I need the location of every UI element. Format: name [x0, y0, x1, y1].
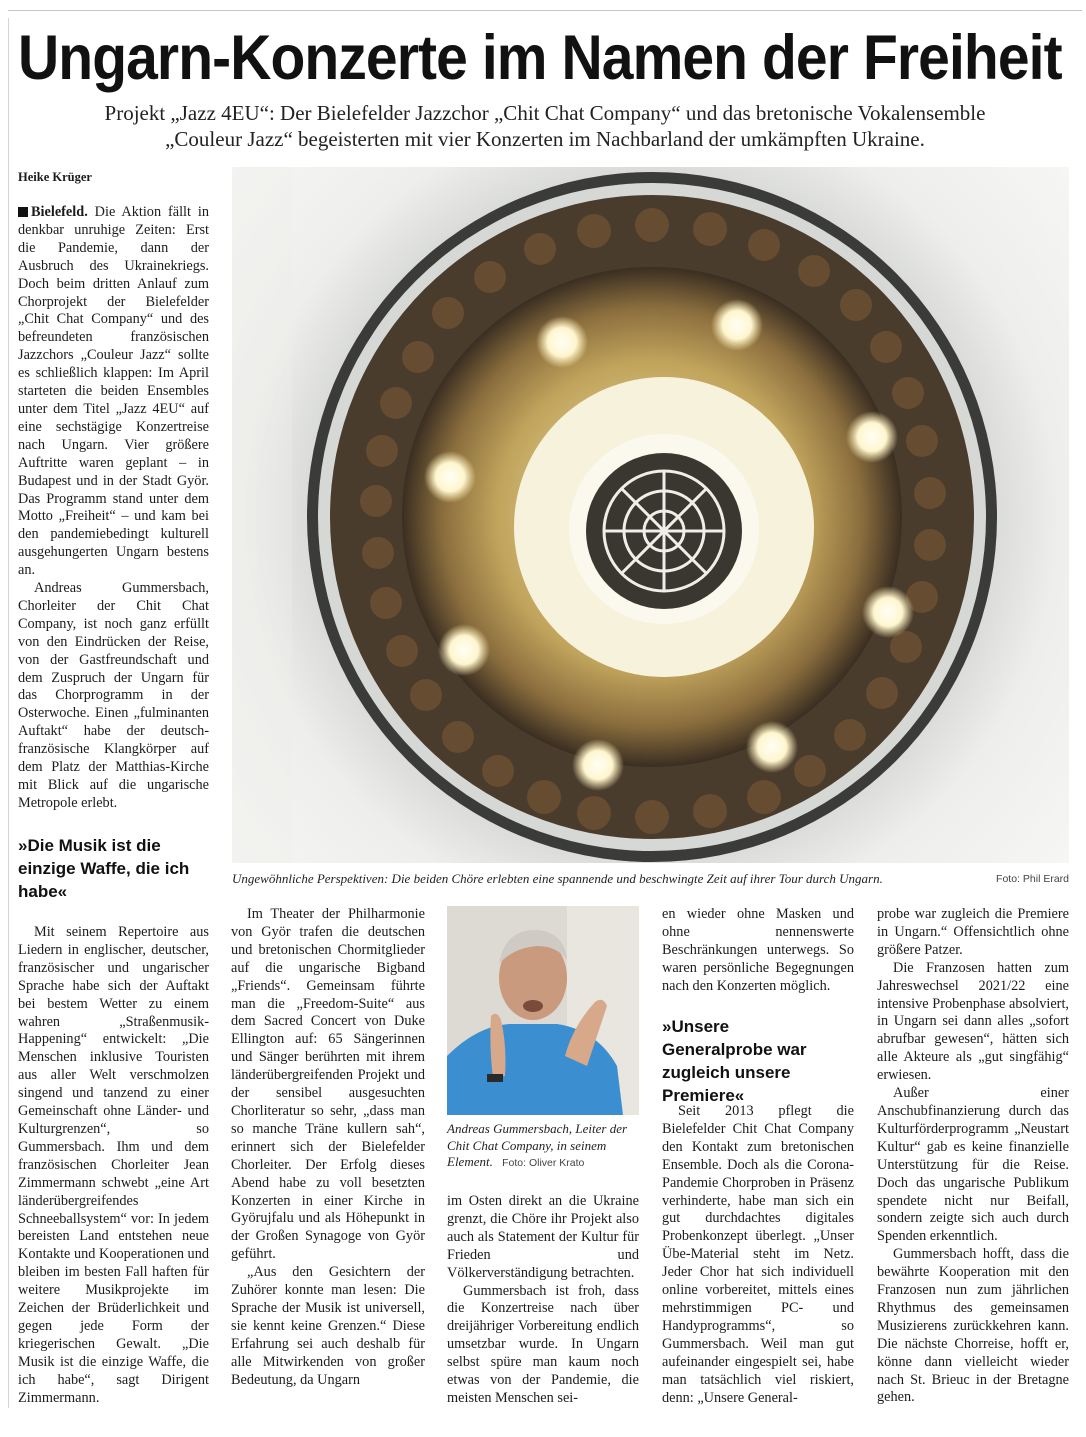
paragraph [18, 204, 209, 580]
paragraph-text: Die Aktion fällt in denkbar unruhige Zeiten: Erst die Pandemie, dann der Ausbruch des Ukrainekriegs. Doch beim dritten Anlauf zum Chorprojekt der Bielefelder „Chit Chat Company“ und des befreundeten französischen Jazzchors „Couleur Jazz“ sollte es schließlich klappen: Im April starteten die beiden Ensembles unter dem Titel „Jazz 4EU“ auf eine sechstägige Konzertreise nach Ungarn. Vier größere Auftritte waren geplant – in Budapest und in der Stadt Györ. Das Programm stand unter dem Motto „Freiheit“ – und kam bei den pandemiebedingt kulturell ausgehungerten Ungarn bestens an. [18, 204, 209, 579]
subheadline-line-1: Projekt „Jazz 4EU“: Der Bielefelder Jazzchor „Chit Chat Company“ und das bretonische Vokalensemble [104, 101, 986, 125]
subheadline [30, 100, 1060, 152]
paragraph: Im Theater der Philharmonie von Györ trafen die deutschen und bretonischen Chormitglieder auf die ungarische Bigband „Friends“. Gemeinsam führte man die „Freedom-Suite“ aus dem Sacred Concert von Duke Ellington auf: 65 Sängerinnen und Sänger berührten mit ihrem länderübergreifenden Projekt und der sensibel ausgesuchten Chorliteratur so sehr, „dass man so manche Träne kullern sah“, erinnert sich der Bielefelder Chorleiter. Der Erfolg dieses Abend habe zu voll besetzten Konzerten in einer Kirche in Györujfalu und als Höhepunkt in der Großen Synagoge von Györ geführt. [231, 906, 425, 1263]
conductor-illustration [447, 906, 639, 1115]
paragraph: Seit 2013 pflegt die Bielefelder Chit Chat Company den Kontakt zum bretonischen Ensemble. Doch als die Corona-Pandemie Chorproben in Präsenz verhinderte, habe man sich ein gut durchdachtes digitales Probenkonzept überlegt. „Unser Übe-Material steht im Netz. Jeder Chor hat sich individuell online vorbereitet, mittels eines mehrstimmigen PC- und Handyprogramms“, so Gummersbach. Weil man gut aufeinander eingespielt sei, habe man tatsächlich viel riskiert, denn: „Unsere General- [662, 1103, 854, 1406]
pull-quote-2: »Unsere Generalprobe war zugleich unsere Premiere« [662, 1017, 807, 1105]
paragraph: Außer einer Anschubfinanzierung durch das Kulturförderprogramm „Neustart Kultur“ gab es keine finanzielle Unterstützung für die Reise. Doch das ungarische Publikum spendete nicht nur Beifall, sondern zeigte sich auch durch Spenden erkenntlich. [877, 1085, 1069, 1245]
main-photo-caption [232, 871, 1069, 887]
main-photo-caption-text: Ungewöhnliche Perspektiven: Die beiden Chöre erlebten eine spannende und beschwingte Zeit auf ihrer Tour durch Ungarn. [232, 871, 883, 886]
column-1-top [18, 204, 209, 813]
choir-dome-photo [232, 167, 1069, 863]
column-3 [447, 1193, 639, 1408]
column-2 [231, 906, 425, 1389]
subheadline-line-2: „Couleur Jazz“ begeisterten mit vier Konzerten im Nachbarland der umkämpften Ukraine. [165, 127, 925, 151]
paragraph: Gummersbach hofft, dass die bewährte Kooperation mit den Franzosen nun zum jährlichen Rhythmus des gemeinsamen Musizierens zurückkehren kann. Die nächste Chorreise, hofft er, könne dann vielleicht wieder nach St. Brieuc in der Bretagne gehen. [877, 1246, 1069, 1406]
headline: Ungarn-Konzerte im Namen der Freiheit [18, 23, 1062, 93]
paragraph: Gummersbach ist froh, dass die Konzertreise nach über dreijähriger Vorbereitung endlich umsetzbar wurde. In Ungarn selbst spüre man kaum noch etwas von der Pandemie, die meisten Menschen sei- [447, 1282, 639, 1406]
conductor-photo-caption [447, 1121, 647, 1172]
conductor-photo-caption-text: Andreas Gummersbach, Leiter der Chit Chat Company, in seinem Element. [447, 1121, 628, 1169]
dateline-square-icon [18, 207, 28, 217]
paragraph: Die Franzosen hatten zum Jahreswechsel 2021/22 eine intensive Probenphase absolviert, in Ungarn sei dann alles „sofort abrufbar gewesen“, hätten sich alle Akteure als „gut singfähig“ erwiesen. [877, 959, 1069, 1084]
paragraph: im Osten direkt an die Ukraine grenzt, die Chöre ihr Projekt also auch als Statement der Kultur für Frieden und Völkerverständigung betrachten. [447, 1193, 639, 1281]
author-byline: Heike Krüger [18, 170, 92, 184]
paragraph: „Aus den Gesichtern der Zuhörer konnte man lesen: Die Sprache der Musik ist universell, sie kennt keine Grenzen.“ Diese Erfahrung sei auch deshalb für alle Mitwirkenden von großer Bedeutung, da Ungarn [231, 1264, 425, 1388]
choir-dome-illustration [232, 167, 1069, 863]
column-5 [877, 906, 1069, 1407]
column-1-bottom [18, 924, 209, 1407]
pull-quote-1: »Die Musik ist die einzige Waffe, die ich habe« [18, 836, 190, 901]
paragraph: en wieder ohne Masken und ohne nennenswerte Beschränkungen unterwegs. So waren persönliche Begegnungen nach den Konzerten möglich. [662, 906, 854, 994]
dateline: Bielefeld. [31, 204, 88, 220]
column-4-bottom [662, 1103, 854, 1407]
paragraph: Mit seinem Repertoire aus Liedern in englischer, deutscher, französischer und ungarischer Sprache habe sich der Auftakt bei bestem Wetter zu einem wahren „Straßenmusik-Happening“ entwickelt: „Die Menschen inklusive Touristen aus aller Welt verschmolzen singend und tanzend zu einer Gemeinschaft ohne Länder- und Kulturgrenzen“, so Gummersbach. Ihm und dem französischen Chorleiter Jean Zimmermann schwebt „eine Art länderübergreifendes Schneeballsystem“ vor: In jedem bereisten Land entstehen neue Kontakte und Kooperationen und bleiben im besten Fall haften für weitere Musikprojekte im Zeichen der Brüderlichkeit und gegen jede Form der kriegerischen Gewalt. „Die Musik ist die einzige Waffe, die ich habe“, sagt Dirigent Zimmermann. [18, 924, 209, 1406]
paragraph: probe war zugleich die Premiere in Ungarn.“ Offensichtlich ohne größere Patzer. [877, 906, 1069, 958]
column-4-top [662, 906, 854, 996]
top-rule [8, 10, 1082, 11]
paragraph: Andreas Gummersbach, Chorleiter der Chit Chat Company, ist noch ganz erfüllt von den Eindrücken der Reise, von der Gastfreundschaft und dem Zuspruch der Ungarn für das Chorprogramm in der Osterwoche. Einen „fulminanten Auftakt“ habe der deutsch-französische Klangkörper auf dem Platz der Matthias-Kirche mit Blick auf die ungarische Metropole erlebt. [18, 580, 209, 811]
conductor-photo-credit: Foto: Oliver Krato [502, 1157, 585, 1169]
conductor-photo [447, 906, 639, 1115]
main-photo-credit: Foto: Phil Erard [996, 873, 1069, 885]
left-rule [8, 18, 9, 1408]
